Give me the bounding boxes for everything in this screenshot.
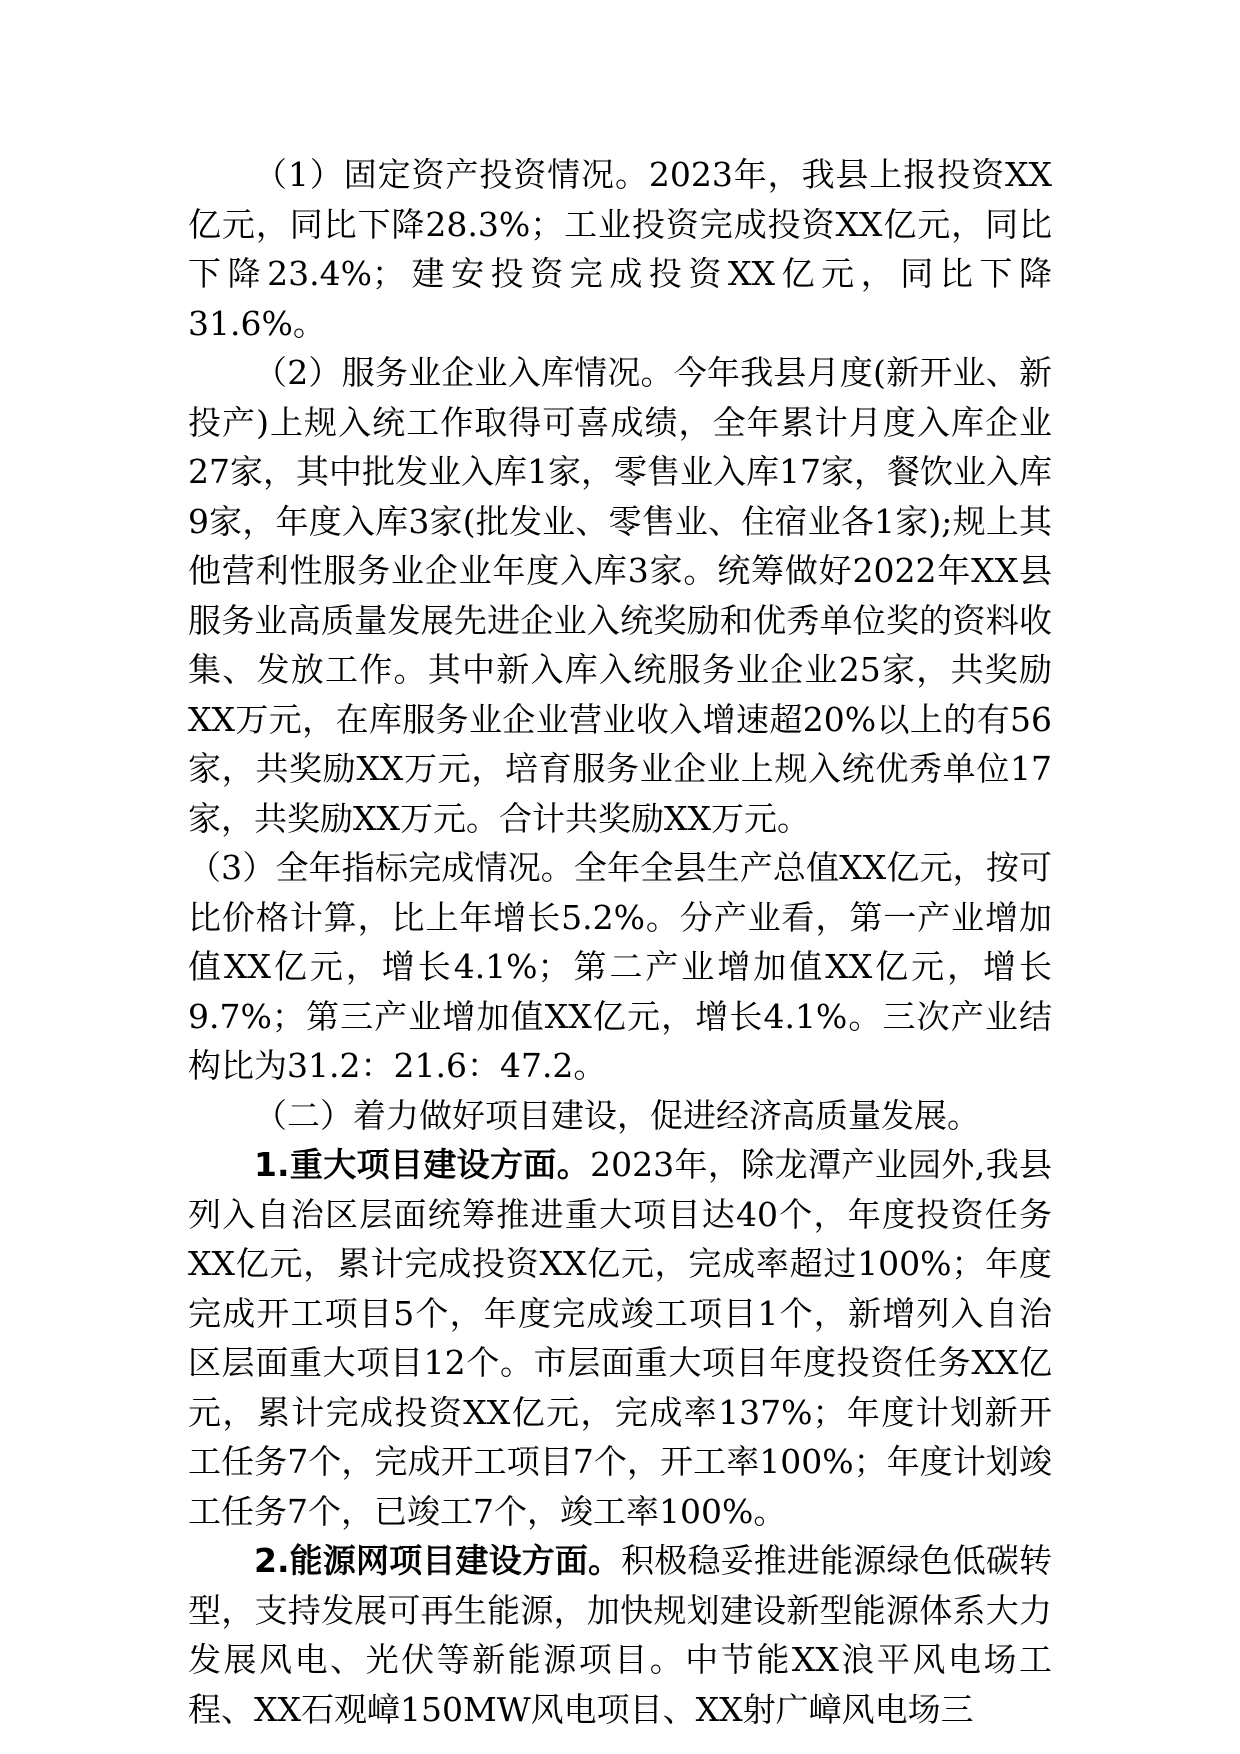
paragraph-service-enterprise-registration <box>188 348 1052 843</box>
paragraph-text: （1）固定资产投资情况。2023年，我县上报投资XX亿元，同比下降28.3%；工业投资完成投资XX亿元，同比下降23.4%；建安投资完成投资XX亿元，同比下降31.6%。 <box>188 155 1052 343</box>
paragraph-fixed-asset-investment <box>188 150 1052 348</box>
paragraph-annual-indicators <box>188 843 1052 1091</box>
section-heading-text: （二）着力做好项目建设，促进经济高质量发展。 <box>254 1095 980 1135</box>
paragraph-energy-network-projects <box>188 1536 1052 1734</box>
paragraph-text: 积极稳妥推进能源绿色低碳转型，支持发展可再生能源，加快规划建设新型能源体系大力发展风电、光伏等新能源项目。中节能XX浪平风电场工程、XX石观嶂150MW风电项目、XX射广嶂风电场三 <box>188 1541 1052 1729</box>
section-heading-project-construction <box>188 1091 1052 1141</box>
paragraph-lead-heading: 2.能源网项目建设方面。 <box>254 1541 622 1580</box>
paragraph-text: （3）全年指标完成情况。全年全县生产总值XX亿元，按可比价格计算，比上年增长5.2%。分产业看，第一产业增加值XX亿元，增长4.1%；第二产业增加值XX亿元，增长9.7%；第三产业增加值XX亿元，增长4.1%。三次产业结构比为31.2：21.6：47.2。 <box>188 848 1052 1085</box>
paragraph-text: （2）服务业企业入库情况。今年我县月度(新开业、新投产)上规入统工作取得可喜成绩，全年累计月度入库企业27家，其中批发业入库1家，零售业入库17家，餐饮业入库9家，年度入库3家(批发业、零售业、住宿业各1家);规上其他营利性服务业企业年度入库3家。统筹做好2022年XX县服务业高质量发展先进企业入统奖励和优秀单位奖的资料收集、发放工作。其中新入库入统服务业企业25家，共奖励XX万元，在库服务业企业营业收入增速超20%以上的有56家，共奖励XX万元，培育服务业企业上规入统优秀单位17家，共奖励XX万元。合计共奖励XX万元。 <box>188 353 1052 838</box>
paragraph-text: 2023年，除龙潭产业园外,我县列入自治区层面统筹推进重大项目达40个，年度投资任务XX亿元，累计完成投资XX亿元，完成率超过100%；年度完成开工项目5个，年度完成竣工项目1个，新增列入自治区层面重大项目12个。市层面重大项目年度投资任务XX亿元，累计完成投资XX亿元，完成率137%；年度计划新开工任务7个，完成开工项目7个，开工率100%；年度计划竣工任务7个，已竣工7个，竣工率100%。 <box>188 1145 1053 1531</box>
document-page <box>188 150 1052 1734</box>
paragraph-major-projects <box>188 1140 1052 1536</box>
paragraph-lead-heading: 1.重大项目建设方面。 <box>254 1145 591 1184</box>
